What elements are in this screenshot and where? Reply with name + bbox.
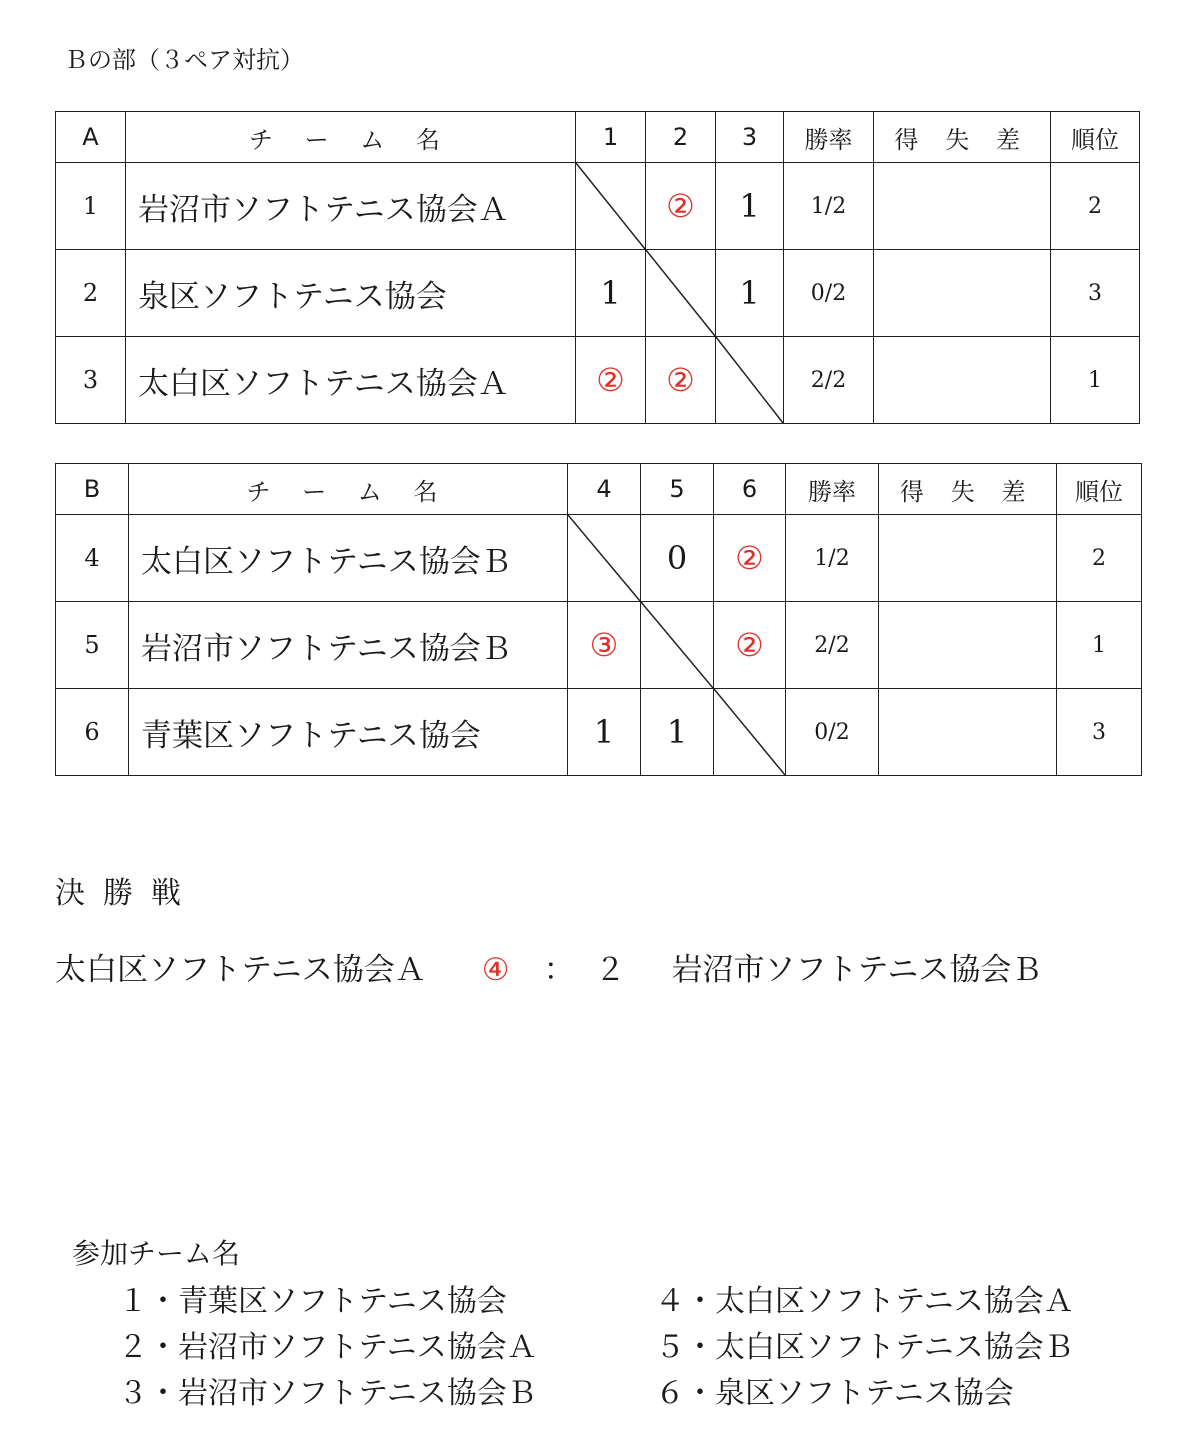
table-row xyxy=(56,515,1142,602)
list-item: ２・岩沼市ソフトテニス協会Ａ xyxy=(118,1330,537,1365)
finals-score-1: ④ xyxy=(481,952,510,988)
list-item: ５・太白区ソフトテニス協会Ｂ xyxy=(655,1330,1074,1365)
table-header-row xyxy=(56,464,1142,515)
col-header-3: 3 xyxy=(716,112,784,163)
rank: 3 xyxy=(1051,250,1140,337)
team-name: 岩沼市ソフトテニス協会Ｂ xyxy=(129,602,568,689)
win-rate: 2/2 xyxy=(786,602,879,689)
diff-cell xyxy=(879,689,1057,776)
rank: 1 xyxy=(1051,337,1140,424)
diff-cell xyxy=(874,250,1051,337)
diff-header: 得 失 差 xyxy=(879,464,1057,515)
finals-score-2: ２ xyxy=(594,952,626,988)
league-table-a xyxy=(55,111,1140,424)
diagonal-cell xyxy=(576,163,646,250)
diagonal-cell xyxy=(716,337,784,424)
score-cell: ② xyxy=(646,337,716,424)
row-index: 2 xyxy=(56,250,126,337)
row-index: 6 xyxy=(56,689,129,776)
block-label: B xyxy=(56,464,129,515)
win-rate: 2/2 xyxy=(784,337,874,424)
col-header-1: 1 xyxy=(576,112,646,163)
rank-header: 順位 xyxy=(1057,464,1142,515)
finals-team-1: 太白区ソフトテニス協会Ａ xyxy=(55,952,426,988)
score-cell: 1 xyxy=(716,250,784,337)
score-cell: ③ xyxy=(568,602,641,689)
score-cell: ② xyxy=(646,163,716,250)
rank: 3 xyxy=(1057,689,1142,776)
diagonal-cell xyxy=(714,689,786,776)
finals-result xyxy=(55,944,1042,989)
rank: 2 xyxy=(1057,515,1142,602)
table-row xyxy=(56,689,1142,776)
table-header-row xyxy=(56,112,1140,163)
score-cell: ② xyxy=(714,602,786,689)
finals-separator: ： xyxy=(543,952,575,988)
finals-title: 決勝戦 xyxy=(55,876,199,911)
table-row xyxy=(56,163,1140,250)
rank: 1 xyxy=(1057,602,1142,689)
win-rate: 0/2 xyxy=(786,689,879,776)
col-header-4: 4 xyxy=(568,464,641,515)
diff-cell xyxy=(879,515,1057,602)
score-cell: ② xyxy=(576,337,646,424)
section-heading: Ｂの部（３ペア対抗） xyxy=(64,46,304,74)
team-name: 青葉区ソフトテニス協会 xyxy=(129,689,568,776)
win-rate-header: 勝率 xyxy=(784,112,874,163)
diagonal-cell xyxy=(646,250,716,337)
team-name-header: チ ー ム 名 xyxy=(129,464,568,515)
team-name: 太白区ソフトテニス協会Ａ xyxy=(126,337,576,424)
league-table-b xyxy=(55,463,1142,776)
block-label: A xyxy=(56,112,126,163)
col-header-6: 6 xyxy=(714,464,786,515)
rank-header: 順位 xyxy=(1051,112,1140,163)
row-index: 4 xyxy=(56,515,129,602)
rank: 2 xyxy=(1051,163,1140,250)
score-cell: ② xyxy=(714,515,786,602)
diff-cell xyxy=(874,163,1051,250)
table-row xyxy=(56,250,1140,337)
list-item: ３・岩沼市ソフトテニス協会Ｂ xyxy=(118,1376,537,1411)
win-rate: 1/2 xyxy=(786,515,879,602)
score-cell: 1 xyxy=(568,689,641,776)
score-cell: 1 xyxy=(576,250,646,337)
win-rate: 0/2 xyxy=(784,250,874,337)
score-cell: 0 xyxy=(641,515,714,602)
row-index: 3 xyxy=(56,337,126,424)
team-name: 岩沼市ソフトテニス協会Ａ xyxy=(126,163,576,250)
list-item: １・青葉区ソフトテニス協会 xyxy=(118,1284,507,1319)
team-name-header: チ ー ム 名 xyxy=(126,112,576,163)
score-cell: 1 xyxy=(641,689,714,776)
diagonal-cell xyxy=(568,515,641,602)
list-item: ６・泉区ソフトテニス協会 xyxy=(655,1376,1014,1411)
participants-title: 参加チーム名 xyxy=(72,1237,241,1270)
diagonal-cell xyxy=(641,602,714,689)
table-row xyxy=(56,602,1142,689)
row-index: 1 xyxy=(56,163,126,250)
row-index: 5 xyxy=(56,602,129,689)
score-cell: 1 xyxy=(716,163,784,250)
col-header-5: 5 xyxy=(641,464,714,515)
win-rate: 1/2 xyxy=(784,163,874,250)
list-item: ４・太白区ソフトテニス協会Ａ xyxy=(655,1284,1074,1319)
team-name: 太白区ソフトテニス協会Ｂ xyxy=(129,515,568,602)
win-rate-header: 勝率 xyxy=(786,464,879,515)
diff-cell xyxy=(879,602,1057,689)
finals-team-2: 岩沼市ソフトテニス協会Ｂ xyxy=(671,952,1043,988)
diff-cell xyxy=(874,337,1051,424)
table-row xyxy=(56,337,1140,424)
col-header-2: 2 xyxy=(646,112,716,163)
diff-header: 得 失 差 xyxy=(874,112,1051,163)
team-name: 泉区ソフトテニス協会 xyxy=(126,250,576,337)
